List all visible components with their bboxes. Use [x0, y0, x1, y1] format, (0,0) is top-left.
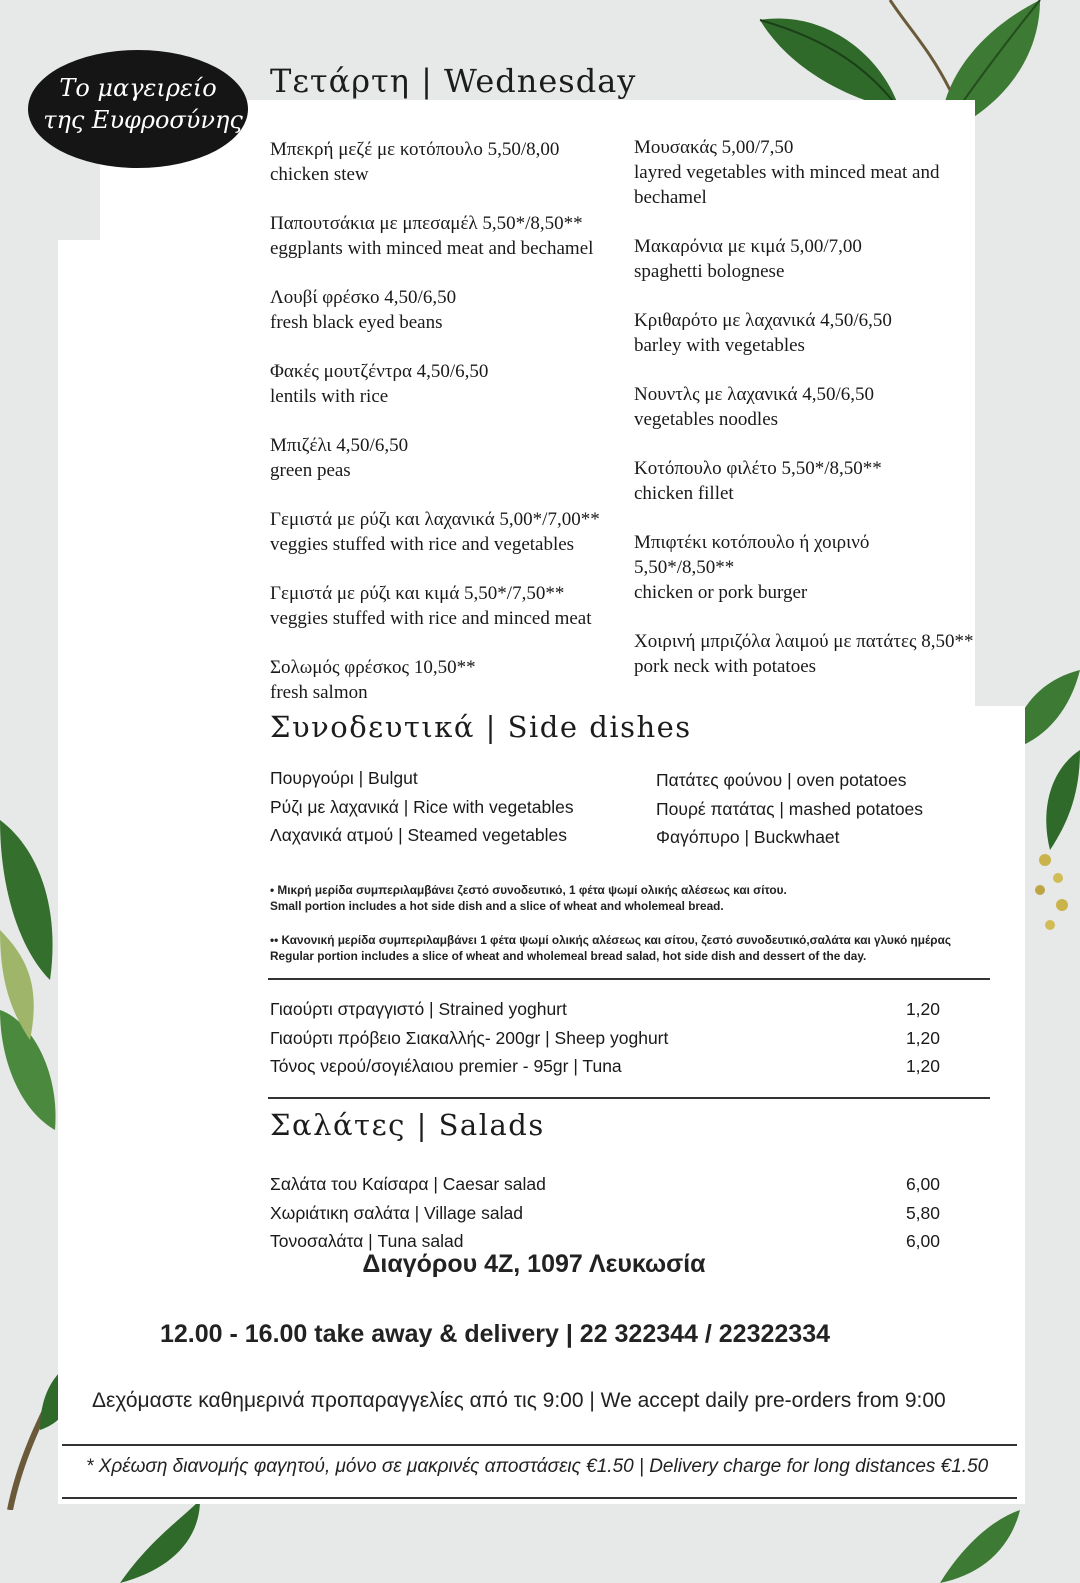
price-row-label: Τονοσαλάτα | Tuna salad — [270, 1231, 464, 1251]
side-dish-item: Πατάτες φούνου | oven potatoes — [656, 770, 907, 790]
price-row-price: 1,20 — [905, 999, 940, 1019]
divider — [268, 978, 990, 980]
price-row-label: Τόνος νερού/σογιέλαιου premier - 95gr | Tuna — [270, 1056, 622, 1076]
mains-left-column — [270, 137, 625, 729]
divider — [62, 1444, 1017, 1446]
price-row — [270, 1170, 940, 1199]
menu-item — [270, 581, 625, 631]
regular-portion-note-en: Regular portion includes a slice of wheat and wholemeal bread salad, hot side dish and dessert of the day. — [270, 949, 867, 963]
menu-item-description: chicken fillet — [634, 483, 734, 504]
menu-item-name: Γεμιστά με ρύζι και λαχανικά 5,00*/7,00** — [270, 509, 600, 530]
regular-portion-note-gr: •• Κανονική μερίδα συμπεριλαμβάνει 1 φέτα ψωμί ολικής αλέσεως και σίτου, ζεστό συνοδευτικό,σαλάτα και γλυκό ημέρας — [270, 933, 951, 947]
side-dish-item: Πουρέ πατάτας | mashed potatoes — [656, 798, 924, 819]
menu-item-description: fresh salmon — [270, 682, 368, 703]
price-row — [270, 1052, 940, 1081]
address — [0, 1250, 1080, 1279]
price-row-label: Γιαούρτι στραγγιστό | Strained yoghurt — [270, 999, 567, 1019]
price-row — [270, 995, 940, 1024]
price-row-price: 5,80 — [905, 1203, 940, 1223]
side-dishes-left — [270, 764, 574, 850]
side-dish-item: Ρύζι με λαχανικά | Rice with vegetables — [270, 796, 574, 817]
address-text: Διαγόρου 4Ζ, 1097 Λευκωσία — [362, 1250, 706, 1278]
price-row-label: Γιαούρτι πρόβειο Σιακαλλής- 200gr | Sheep yoghurt — [270, 1028, 669, 1048]
price-row-price: 6,00 — [905, 1231, 940, 1251]
preorder-note: Δεχόμαστε καθημερινά προπαραγγελίες από τις 9:00 | We accept daily pre-orders from 9:00 — [92, 1389, 946, 1412]
menu-item-name: Μπιζέλι 4,50/6,50 — [270, 435, 409, 456]
menu-item — [270, 507, 625, 557]
delivery-charge-note: * Χρέωση διανομής φαγητού, μόνο σε μακρινές αποστάσεις €1.50 | Delivery charge for long distances €1.50 — [86, 1456, 989, 1477]
menu-item — [270, 285, 625, 335]
menu-item-name: Γεμιστά με ρύζι και κιμά 5,50*/7,50** — [270, 583, 565, 604]
regular-portion-note — [270, 932, 990, 964]
menu-item-description: eggplants with minced meat and bechamel — [270, 238, 594, 259]
menu-item-description: veggies stuffed with rice and vegetables — [270, 534, 575, 555]
side-dishes-right — [656, 766, 923, 852]
small-portion-note — [270, 882, 990, 914]
menu-item-name: Μπεκρή μεζέ με κοτόπουλο 5,50/8,00 — [270, 139, 560, 160]
menu-item-name: Μουσακάς 5,00/7,50 — [634, 137, 794, 158]
divider — [268, 1097, 990, 1099]
menu-item — [634, 456, 974, 506]
price-row — [270, 1024, 940, 1053]
opening-hours-phone: 12.00 - 16.00 take away & delivery | 22 322344 / 22322334 — [160, 1320, 831, 1348]
menu-item-name: Φακές μουτζέντρα 4,50/6,50 — [270, 361, 489, 382]
side-dishes-title: Συνοδευτικά | Side dishes — [270, 710, 692, 744]
mains-right-column — [634, 135, 974, 703]
menu-item-name: Μακαρόνια με κιμά 5,00/7,00 — [634, 236, 862, 257]
menu-item-description: lentils with rice — [270, 386, 389, 407]
price-row — [270, 1199, 940, 1228]
menu-item-description: spaghetti bolognese — [634, 261, 785, 282]
menu-paper-left-strip — [58, 240, 118, 710]
menu-item-description: vegetables noodles — [634, 409, 779, 430]
menu-item — [634, 135, 974, 210]
menu-item-description: pork neck with potatoes — [634, 656, 817, 677]
menu-item — [634, 629, 974, 679]
menu-item — [270, 211, 625, 261]
restaurant-logo — [28, 50, 248, 168]
price-row-label: Χωριάτικη σαλάτα | Village salad — [270, 1203, 523, 1223]
price-row-price: 6,00 — [905, 1174, 940, 1194]
menu-item-name: Παπουτσάκια με μπεσαμέλ 5,50*/8,50** — [270, 213, 583, 234]
menu-item-description: chicken or pork burger — [634, 582, 808, 603]
menu-item-description: chicken stew — [270, 164, 369, 185]
menu-item-name: Κοτόπουλο φιλέτο 5,50*/8,50** — [634, 458, 882, 479]
menu-item-description: fresh black eyed beans — [270, 312, 443, 333]
menu-item-name: Χοιρινή μπριζόλα λαιμού με πατάτες 8,50** — [634, 631, 974, 652]
menu-item — [634, 234, 974, 284]
side-dish-item: Πουργούρι | Bulgut — [270, 768, 418, 788]
menu-item-description: layred vegetables with minced meat and bechamel — [634, 162, 940, 208]
menu-item-description: green peas — [270, 460, 351, 481]
olive-leaves-bottom-icon — [120, 1500, 1020, 1583]
menu-item — [270, 433, 625, 483]
menu-item — [634, 382, 974, 432]
menu-item-name: Σολωμός φρέσκος 10,50** — [270, 657, 476, 678]
menu-item — [270, 359, 625, 409]
menu-item — [634, 530, 974, 605]
day-title: Τετάρτη | Wednesday — [270, 62, 637, 100]
price-row-price: 1,20 — [905, 1028, 940, 1048]
logo-line-2: της Ευφροσύνης — [43, 106, 243, 134]
small-portion-note-en: Small portion includes a hot side dish and a slice of wheat and wholemeal bread. — [270, 899, 724, 913]
side-dish-item: Φαγόπυρο | Buckwhaet — [656, 827, 840, 847]
menu-item-name: Νουντλς με λαχανικά 4,50/6,50 — [634, 384, 874, 405]
menu-item — [270, 655, 625, 705]
price-row-price: 1,20 — [905, 1056, 940, 1076]
divider — [62, 1497, 1017, 1499]
menu-item-name: Μπιφτέκι κοτόπουλο ή χοιρινό 5,50*/8,50** — [634, 532, 870, 578]
menu-item-description: veggies stuffed with rice and minced meat — [270, 608, 592, 629]
side-dish-item: Λαχανικά ατμού | Steamed vegetables — [270, 825, 568, 845]
menu-item-name: Λουβί φρέσκο 4,50/6,50 — [270, 287, 457, 308]
menu-item-description: barley with vegetables — [634, 335, 805, 356]
menu-item-name: Κριθαρότο με λαχανικά 4,50/6,50 — [634, 310, 892, 331]
salads-title: Σαλάτες | Salads — [270, 1108, 545, 1142]
menu-item — [634, 308, 974, 358]
logo-line-1: Το μαγειρείο — [59, 74, 217, 102]
small-portion-note-gr: • Μικρή μερίδα συμπεριλαμβάνει ζεστό συνοδευτικό, 1 φέτα ψωμί ολικής αλέσεως και σίτου. — [270, 883, 787, 897]
price-row-label: Σαλάτα του Καίσαρα | Caesar salad — [270, 1174, 546, 1194]
menu-item — [270, 137, 625, 187]
